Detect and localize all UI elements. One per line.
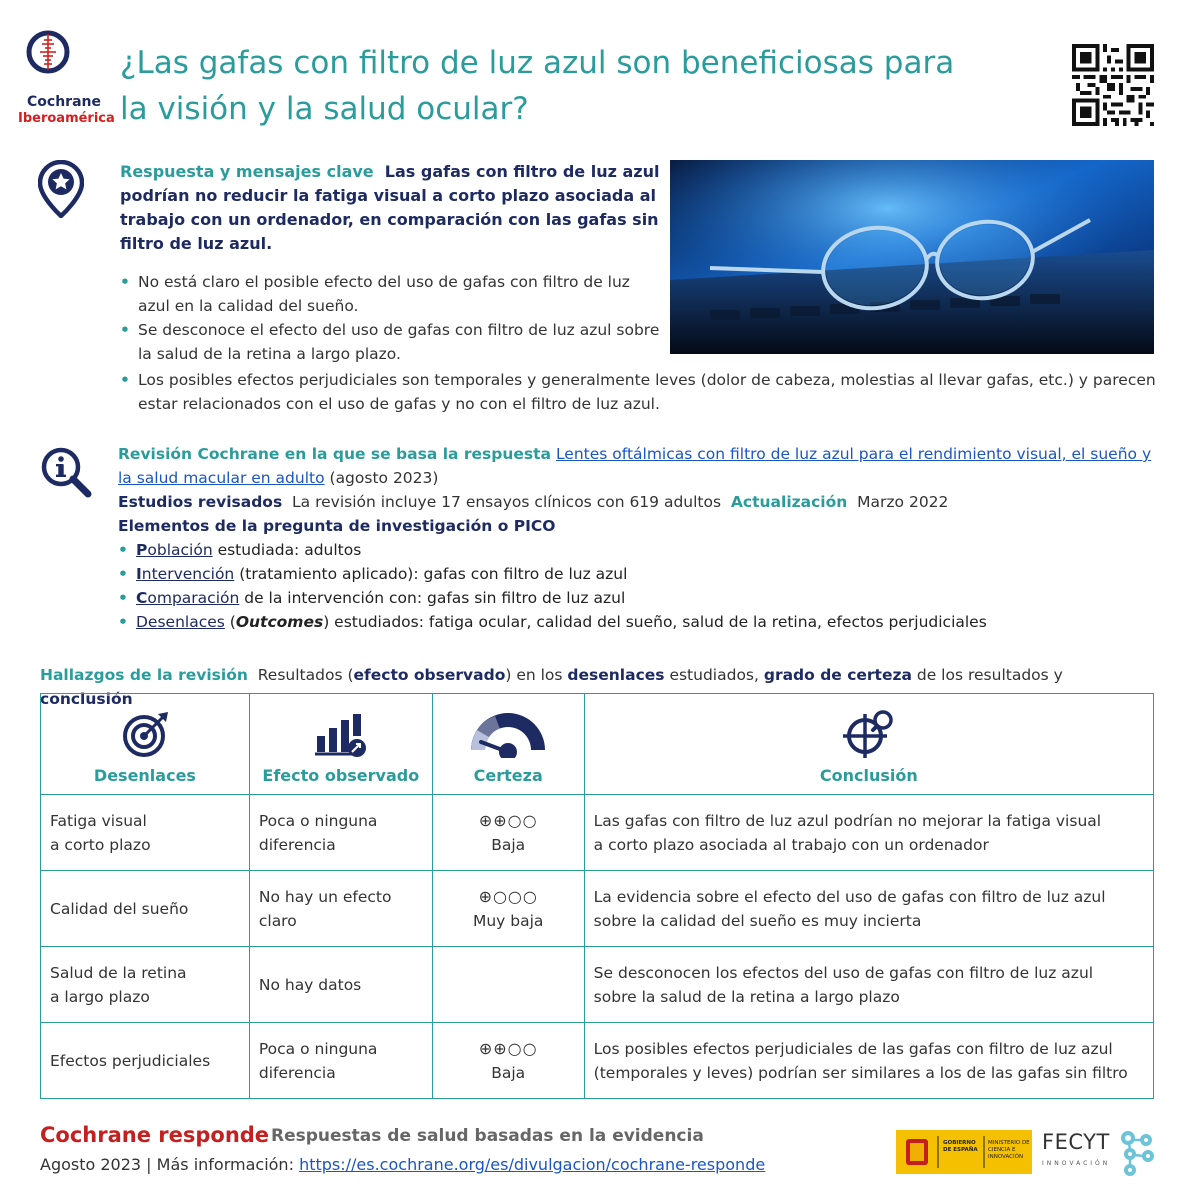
gobierno-espana-logo	[896, 1130, 1032, 1174]
findings-text: Resultados (	[257, 666, 354, 684]
studies-label: Estudios revisados	[118, 493, 283, 511]
pico-item-population	[118, 538, 1158, 562]
fecyt-logo	[1042, 1130, 1158, 1176]
qr-code-icon[interactable]	[1072, 44, 1154, 126]
results-table	[40, 693, 1154, 1099]
findings-bold: conclusión	[40, 690, 133, 708]
header-label: Certeza	[473, 766, 543, 785]
conclusion-cell: Los posibles efectos perjudiciales de las gafas con filtro de luz azul (temporales y leves) podrían ser similares a los de las gafas sin filtro	[584, 1023, 1153, 1099]
footer-tagline: Respuestas de salud basadas en la evidencia	[271, 1126, 704, 1146]
certainty-cell	[432, 1023, 584, 1099]
header-label: Efecto observado	[262, 766, 420, 785]
key-lead-text: Las gafas con filtro de luz azul podrían no reducir la fatiga visual a corto plazo asociada al trabajo con un ordenador, en comparación con las gafas sin filtro de luz azul.	[120, 162, 660, 253]
pico-word: omparación	[147, 589, 240, 607]
table-row	[41, 795, 1154, 871]
pico-list	[118, 538, 1158, 634]
table-header-row	[41, 694, 1154, 795]
findings-bold: desenlaces	[567, 666, 665, 684]
fecyt-text: FECYT	[1042, 1130, 1110, 1154]
crosshair-magnifier-icon	[843, 710, 895, 758]
certainty-label: Muy baja	[472, 911, 544, 930]
review-source	[118, 442, 1158, 490]
header-label: Conclusión	[819, 766, 918, 785]
review-studies	[118, 490, 1158, 514]
table-row	[41, 947, 1154, 1023]
key-bullet: • Los posibles efectos perjudiciales son temporales y generalmente leves (dolor de cabeza, molestias al llevar gafas, etc.) y parecen estar relacionados con el uso de gafas y no con el filtro de luz azul.	[120, 368, 1160, 416]
header-certainty	[432, 694, 584, 795]
pico-word: Desenlaces	[136, 613, 225, 631]
target-icon	[120, 712, 170, 758]
pico-text: ) estudiados: fatiga ocular, calidad del sueño, salud de la retina, efectos perjudiciales	[323, 613, 987, 631]
pico-initial: C	[136, 589, 148, 607]
glasses-photo	[670, 160, 1154, 354]
review-link[interactable]: Lentes oftálmicas con filtro de luz azul para el rendimiento visual, el sueño y la salud macular en adulto	[118, 445, 1152, 487]
key-heading: Respuesta y mensajes clave	[120, 162, 374, 181]
pico-word: ntervención	[141, 565, 235, 583]
key-messages	[120, 160, 660, 256]
pico-text: estudiada: adultos	[212, 541, 362, 559]
pico-item-comparison	[118, 586, 1158, 610]
review-block	[118, 442, 1158, 634]
conclusion-cell: Las gafas con filtro de luz azul podrían no mejorar la fatiga visual a corto plazo asociada al trabajo con un ordenador	[584, 795, 1153, 871]
info-magnifier-icon	[40, 446, 92, 498]
findings-text: ) en los	[505, 666, 568, 684]
pico-word: oblación	[147, 541, 213, 559]
update-label: Actualización	[730, 493, 848, 511]
outcome-cell: Calidad del sueño	[41, 871, 250, 947]
conclusion-cell: Se desconocen los efectos del uso de gafas con filtro de luz azul sobre la salud de la retina a largo plazo	[584, 947, 1153, 1023]
footer-date: Agosto 2023 |	[40, 1155, 152, 1174]
findings-bold: efecto observado	[353, 666, 506, 684]
update-text: Marzo 2022	[857, 493, 949, 511]
key-lead	[120, 160, 660, 256]
conclusion-cell: La evidencia sobre el efecto del uso de gafas con filtro de luz azul sobre la calidad del sueño es muy incierta	[584, 871, 1153, 947]
effect-cell: No hay datos	[249, 947, 432, 1023]
footer-brand: Cochrane responde	[40, 1123, 270, 1147]
findings-text: de los resultados y	[911, 666, 1063, 684]
pico-text-open: (	[224, 613, 236, 631]
footer-link[interactable]: https://es.cochrane.org/es/divulgacion/cochrane-responde	[299, 1155, 766, 1174]
certainty-symbols: ⊕○○○	[478, 886, 538, 906]
cochrane-iberoamerica-logo	[18, 30, 115, 130]
outcome-cell: Efectos perjudiciales	[41, 1023, 250, 1099]
cochrane-logo-icon	[24, 28, 72, 76]
certainty-label: Baja	[491, 835, 526, 854]
pico-text: (tratamiento aplicado): gafas con filtro de luz azul	[234, 565, 628, 583]
certainty-symbols: ⊕⊕○○	[478, 1038, 538, 1058]
key-bullets	[120, 270, 665, 366]
gob-text-2: MINISTERIO DE CIENCIA E INNOVACIÓN	[988, 1140, 1030, 1160]
findings-text: estudiados,	[664, 666, 764, 684]
review-date: (agosto 2023)	[329, 469, 439, 487]
gob-text-1: GOBIERNO DE ESPAÑA	[943, 1140, 978, 1153]
effect-cell: No hay un efecto claro	[249, 871, 432, 947]
footer-more: Más información:	[156, 1155, 294, 1174]
pico-heading: Elementos de la pregunta de investigación o PICO	[118, 517, 556, 535]
gauge-icon	[467, 710, 549, 758]
studies-text: La revisión incluye 17 ensayos clínicos con 619 adultos	[292, 493, 722, 511]
outcome-cell: Fatiga visual a corto plazo	[41, 795, 250, 871]
effect-cell: Poca o ninguna diferencia	[249, 795, 432, 871]
header-effect	[249, 694, 432, 795]
footer-info	[40, 1155, 765, 1174]
header-conclusion	[584, 694, 1153, 795]
effect-cell: Poca o ninguna diferencia	[249, 1023, 432, 1099]
pico-initial: I	[136, 565, 142, 583]
fecyt-subtext: INNOVACIÓN	[1042, 1160, 1111, 1167]
header-label: Desenlaces	[93, 766, 196, 785]
findings-bold: grado de certeza	[763, 666, 912, 684]
review-heading: Revisión Cochrane en la que se basa la respuesta	[118, 445, 551, 463]
fecyt-molecule-icon	[1120, 1130, 1156, 1176]
bar-chart-icon	[313, 712, 369, 758]
key-bullets-wide	[120, 368, 1160, 416]
table-row	[41, 871, 1154, 947]
certainty-cell	[432, 947, 584, 1023]
pico-item-intervention	[118, 562, 1158, 586]
pico-text: de la intervención con: gafas sin filtro de luz azul	[239, 589, 626, 607]
certainty-cell	[432, 871, 584, 947]
logo-line-1: Cochrane	[27, 94, 101, 110]
table-row	[41, 1023, 1154, 1099]
results-body	[41, 795, 1154, 1099]
outcome-cell: Salud de la retina a largo plazo	[41, 947, 250, 1023]
location-star-icon	[38, 160, 84, 218]
page-title: ¿Las gafas con filtro de luz azul son beneficiosas para la visión y la salud ocular?	[120, 45, 955, 127]
certainty-cell	[432, 795, 584, 871]
certainty-label: Baja	[491, 1063, 526, 1082]
key-bullet: • No está claro el posible efecto del uso de gafas con filtro de luz azul en la calidad del sueño.	[120, 270, 665, 318]
pico-italic: Outcomes	[235, 613, 324, 631]
header-outcomes	[41, 694, 250, 795]
findings-title: Hallazgos de la revisión	[40, 666, 248, 684]
pico-initial: P	[136, 541, 148, 559]
key-bullet: • Se desconoce el efecto del uso de gafas con filtro de luz azul sobre la salud de la retina a largo plazo.	[120, 318, 665, 366]
logo-line-2: Iberoamérica	[18, 111, 115, 126]
pico-item-outcomes	[118, 610, 1158, 634]
certainty-symbols: ⊕⊕○○	[478, 810, 538, 830]
